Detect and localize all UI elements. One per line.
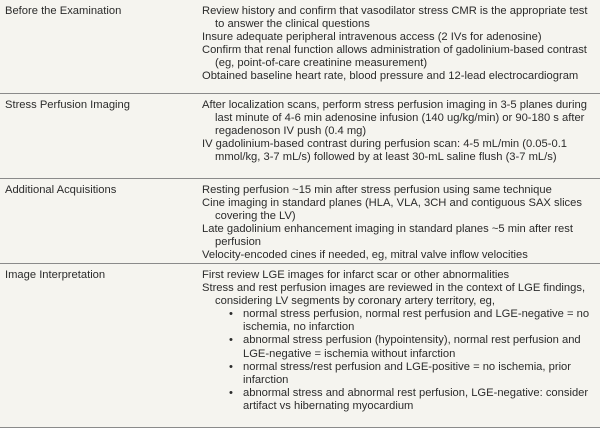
list-item: Confirm that renal function allows administration of gadolinium-based contrast (eg, point-of-care creatinine measurement) (202, 44, 587, 70)
list-item: Obtained baseline heart rate, blood pressure and 12-lead electrocardiogram (202, 70, 579, 83)
list-item: Velocity-encoded cines if needed, eg, mitral valve inflow velocities (202, 249, 528, 262)
bullet-text: abnormal stress perfusion (hypointensity), normal rest perfusion and LGE-negative = ischemia without infarction (243, 334, 581, 360)
bullet-icon: • (229, 308, 233, 321)
list-item: Resting perfusion ~15 min after stress perfusion using same technique (202, 184, 552, 196)
bullet-icon: • (229, 360, 233, 373)
table-row-before-examination (0, 0, 600, 94)
bullet-item (202, 334, 597, 360)
list-item: Stress and rest perfusion images are reviewed in the context of LGE findings, considering LV segments by coronary artery territory, eg, (202, 282, 586, 308)
row-label: Before the Examination (5, 5, 122, 17)
list-item: Cine imaging in standard planes (HLA, VLA, 3CH and contiguous SAX slices covering the LV) (202, 197, 582, 223)
row-label: Stress Perfusion Imaging (5, 99, 130, 111)
row-label: Image Interpretation (5, 269, 106, 281)
bullet-list (202, 308, 597, 413)
table-row-stress-perfusion (0, 94, 600, 179)
bullet-icon: • (229, 334, 233, 347)
bullet-text: normal stress perfusion, normal rest perfusion and LGE-negative = no ischemia, no infarction (243, 308, 590, 334)
list-item: First review LGE images for infarct scar or other abnormalities (202, 269, 510, 281)
table-row-additional-acquisitions (0, 179, 600, 264)
list-item: Late gadolinium enhancement imaging in standard planes ~5 min after rest perfusion (202, 223, 573, 249)
row-content (202, 5, 597, 84)
list-item: After localization scans, perform stress perfusion imaging in 3-5 planes during last minute of 4-6 min adenosine infusion (140 ug/kg/min) or 90-180 s after regadenoson IV push (0.4 mg) (202, 99, 587, 138)
row-content (202, 184, 597, 263)
bullet-item (202, 387, 597, 413)
row-content (202, 99, 597, 164)
row-content (202, 269, 597, 413)
row-label: Additional Acquisitions (5, 184, 117, 196)
bullet-text: abnormal stress and abnormal rest perfusion, LGE-negative: consider artifact vs hibernating myocardium (243, 386, 589, 412)
bullet-icon: • (229, 386, 233, 399)
list-item: Review history and confirm that vasodilator stress CMR is the appropriate test to answer the clinical questions (202, 5, 588, 31)
table-row-image-interpretation (0, 264, 600, 428)
bullet-item (202, 361, 597, 387)
list-item: IV gadolinium-based contrast during perfusion scan: 4-5 mL/min (0.05-0.1 mmol/kg, 3-7 mL/s) followed by at least 30-mL saline flush (3-7 mL/s) (202, 138, 568, 164)
bullet-item (202, 308, 597, 334)
bullet-text: normal stress/rest perfusion and LGE-positive = no ischemia, prior infarction (243, 360, 571, 386)
list-item: Insure adequate peripheral intravenous access (2 IVs for adenosine) (202, 31, 542, 44)
